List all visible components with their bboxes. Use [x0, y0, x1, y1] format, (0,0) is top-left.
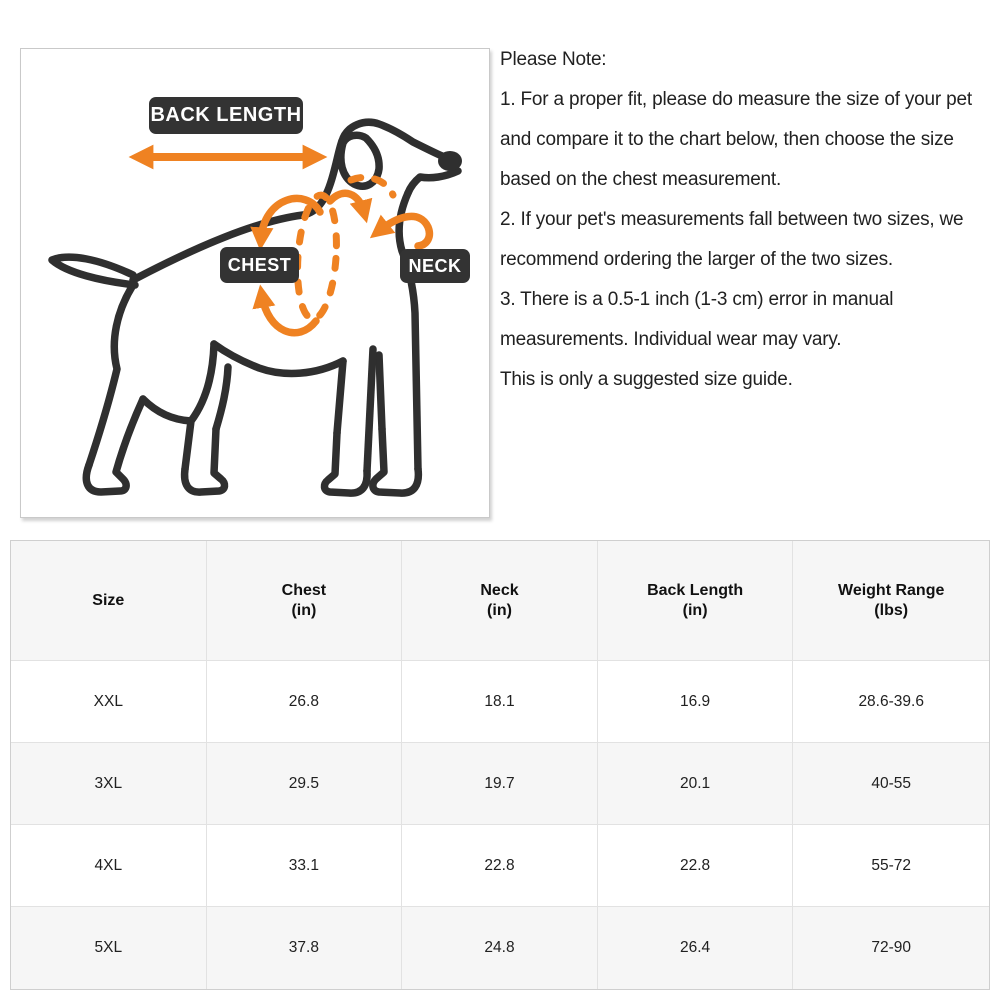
col-header-label: Weight Range: [838, 581, 945, 599]
table-cell-back-length: 20.1: [598, 743, 794, 825]
col-header-size: [11, 541, 207, 661]
note-item-3: 3. There is a 0.5-1 inch (1-3 cm) error in manual measurements. Individual wear may vary.: [500, 289, 894, 350]
table-cell-chest: 29.5: [207, 743, 403, 825]
dog-outline: [52, 122, 458, 493]
table-cell-back-length: 22.8: [598, 825, 794, 907]
table-cell-back-length: 16.9: [598, 661, 794, 743]
table-cell-size: 5XL: [11, 907, 207, 989]
col-header-neck: [402, 541, 598, 661]
col-header-label: Size: [92, 591, 125, 609]
col-header-unit: (in): [682, 601, 708, 619]
neck-label: NECK: [400, 249, 470, 283]
table-cell-neck: 18.1: [402, 661, 598, 743]
table-cell-back-length: 26.4: [598, 907, 794, 989]
col-header-label: Back Length: [647, 581, 744, 599]
back-length-label: BACK LENGTH: [149, 97, 303, 134]
col-header-back-length: [598, 541, 794, 661]
col-header-unit: (in): [487, 601, 512, 619]
col-header-label: Chest: [281, 581, 327, 599]
table-cell-size: XXL: [11, 661, 207, 743]
table-cell-size: 3XL: [11, 743, 207, 825]
table-cell-neck: 22.8: [402, 825, 598, 907]
col-header-weight-range: [793, 541, 989, 661]
col-header-unit: (in): [291, 601, 317, 619]
col-header-label: Neck: [480, 581, 519, 599]
dog-nose: [438, 151, 462, 171]
notes-title: Please Note:: [500, 49, 607, 70]
table-cell-weight: 72-90: [793, 907, 989, 989]
table-cell-size: 4XL: [11, 825, 207, 907]
size-chart-table: [10, 540, 990, 990]
note-item-4: This is only a suggested size guide.: [500, 369, 793, 390]
table-cell-chest: 26.8: [207, 661, 403, 743]
chest-label: CHEST: [220, 247, 299, 283]
table-cell-weight: 28.6-39.6: [793, 661, 989, 743]
col-header-chest: [207, 541, 403, 661]
note-item-2: 2. If your pet's measurements fall between two sizes, we recommend ordering the larger of the two sizes.: [500, 209, 964, 270]
table-cell-weight: 40-55: [793, 743, 989, 825]
note-item-1: 1. For a proper fit, please do measure the size of your pet and compare it to the chart below, then choose the size based on the chest measurement.: [500, 89, 972, 190]
table-cell-weight: 55-72: [793, 825, 989, 907]
table-cell-neck: 19.7: [402, 743, 598, 825]
table-cell-chest: 33.1: [207, 825, 403, 907]
notes-block: [500, 40, 992, 400]
table-cell-neck: 24.8: [402, 907, 598, 989]
table-cell-chest: 37.8: [207, 907, 403, 989]
neck-arrow: [379, 216, 429, 246]
col-header-unit: (lbs): [874, 601, 909, 619]
dog-measurement-diagram: [20, 48, 490, 518]
measurement-arrows: [141, 157, 429, 333]
